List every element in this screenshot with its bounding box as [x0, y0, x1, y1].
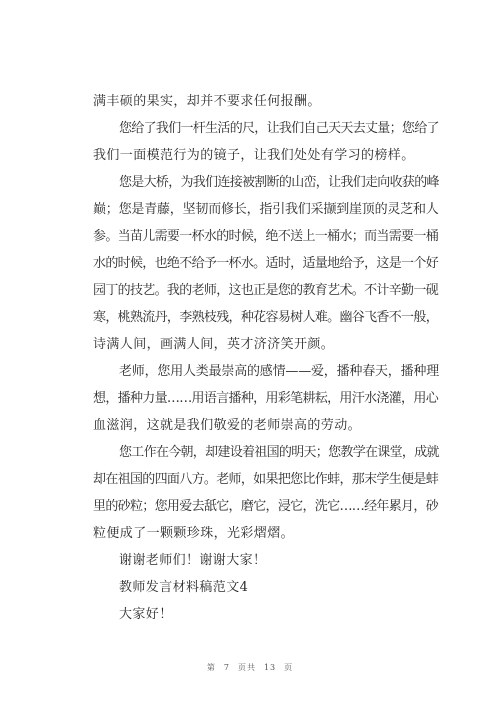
text-line: 诗满人间，画满人间，英才济济笑开颜。 [93, 337, 335, 352]
page-footer [0, 662, 500, 673]
footer-suffix: 页 [284, 663, 294, 672]
text-line: 大家好！ [119, 607, 173, 622]
text-line: 巅；您是青藤，坚韧而修长，指引我们采撷到崖顶的灵芝和人 [93, 202, 439, 217]
text-line: 您工作在今朝，却建设着祖国的明天；您教学在课堂，成就 [119, 445, 439, 460]
text-line: 水的时候，也绝不给予一杯水。适时，适量地给予，这是一个好 [93, 256, 438, 271]
text-line: 您是大桥，为我们连接被割断的山峦，让我们走向收获的峰 [119, 175, 439, 190]
text-line: 血滋润，这就是我们敬爱的老师崇高的劳动。 [93, 418, 362, 433]
text-line: 谢谢老师们！谢谢大家！ [119, 553, 267, 568]
text-line: 里的砂粒；您用爱去舐它，磨它，浸它，洗它……经年累月，砂 [93, 499, 438, 514]
text-line: 您给了我们一杆生活的尺，让我们自己天天去丈量；您给了 [119, 121, 439, 136]
text-line: 粒便成了一颗颗珍珠，光彩熠熠。 [93, 526, 295, 541]
text-line: 寒，桃熟流丹，李熟枝残，种花容易树人难。幽谷飞香不一般， [93, 310, 438, 325]
text-line: 老师，您用人类最崇高的感情——爱，播种春天，播种理 [119, 364, 440, 379]
current-page-number: 7 [223, 663, 230, 672]
text-line: 却在祖国的四面八方。老师，如果把您比作蚌，那末学生便是蚌 [93, 472, 438, 487]
text-line: 想，播种力量……用语言播种，用彩笔耕耘，用汗水浇灌，用心 [93, 391, 438, 406]
text-line: 园丁的技艺。我的老师，这也正是您的教育艺术。不计辛勤一砚 [93, 283, 438, 298]
text-line: 教师发言材料稿范文4 [119, 580, 249, 595]
footer-mid: 页共 [237, 663, 256, 672]
text-line: 满丰硕的果实，却并不要求任何报酬。 [93, 94, 321, 109]
text-line: 我们一面模范行为的镜子，让我们处处有学习的榜样。 [93, 148, 415, 163]
document-body [93, 88, 438, 628]
text-line: 参。当苗儿需要一杯水的时候，绝不送上一桶水；而当需要一桶 [93, 229, 438, 244]
total-page-count: 13 [263, 663, 277, 672]
footer-prefix: 第 [206, 663, 216, 672]
